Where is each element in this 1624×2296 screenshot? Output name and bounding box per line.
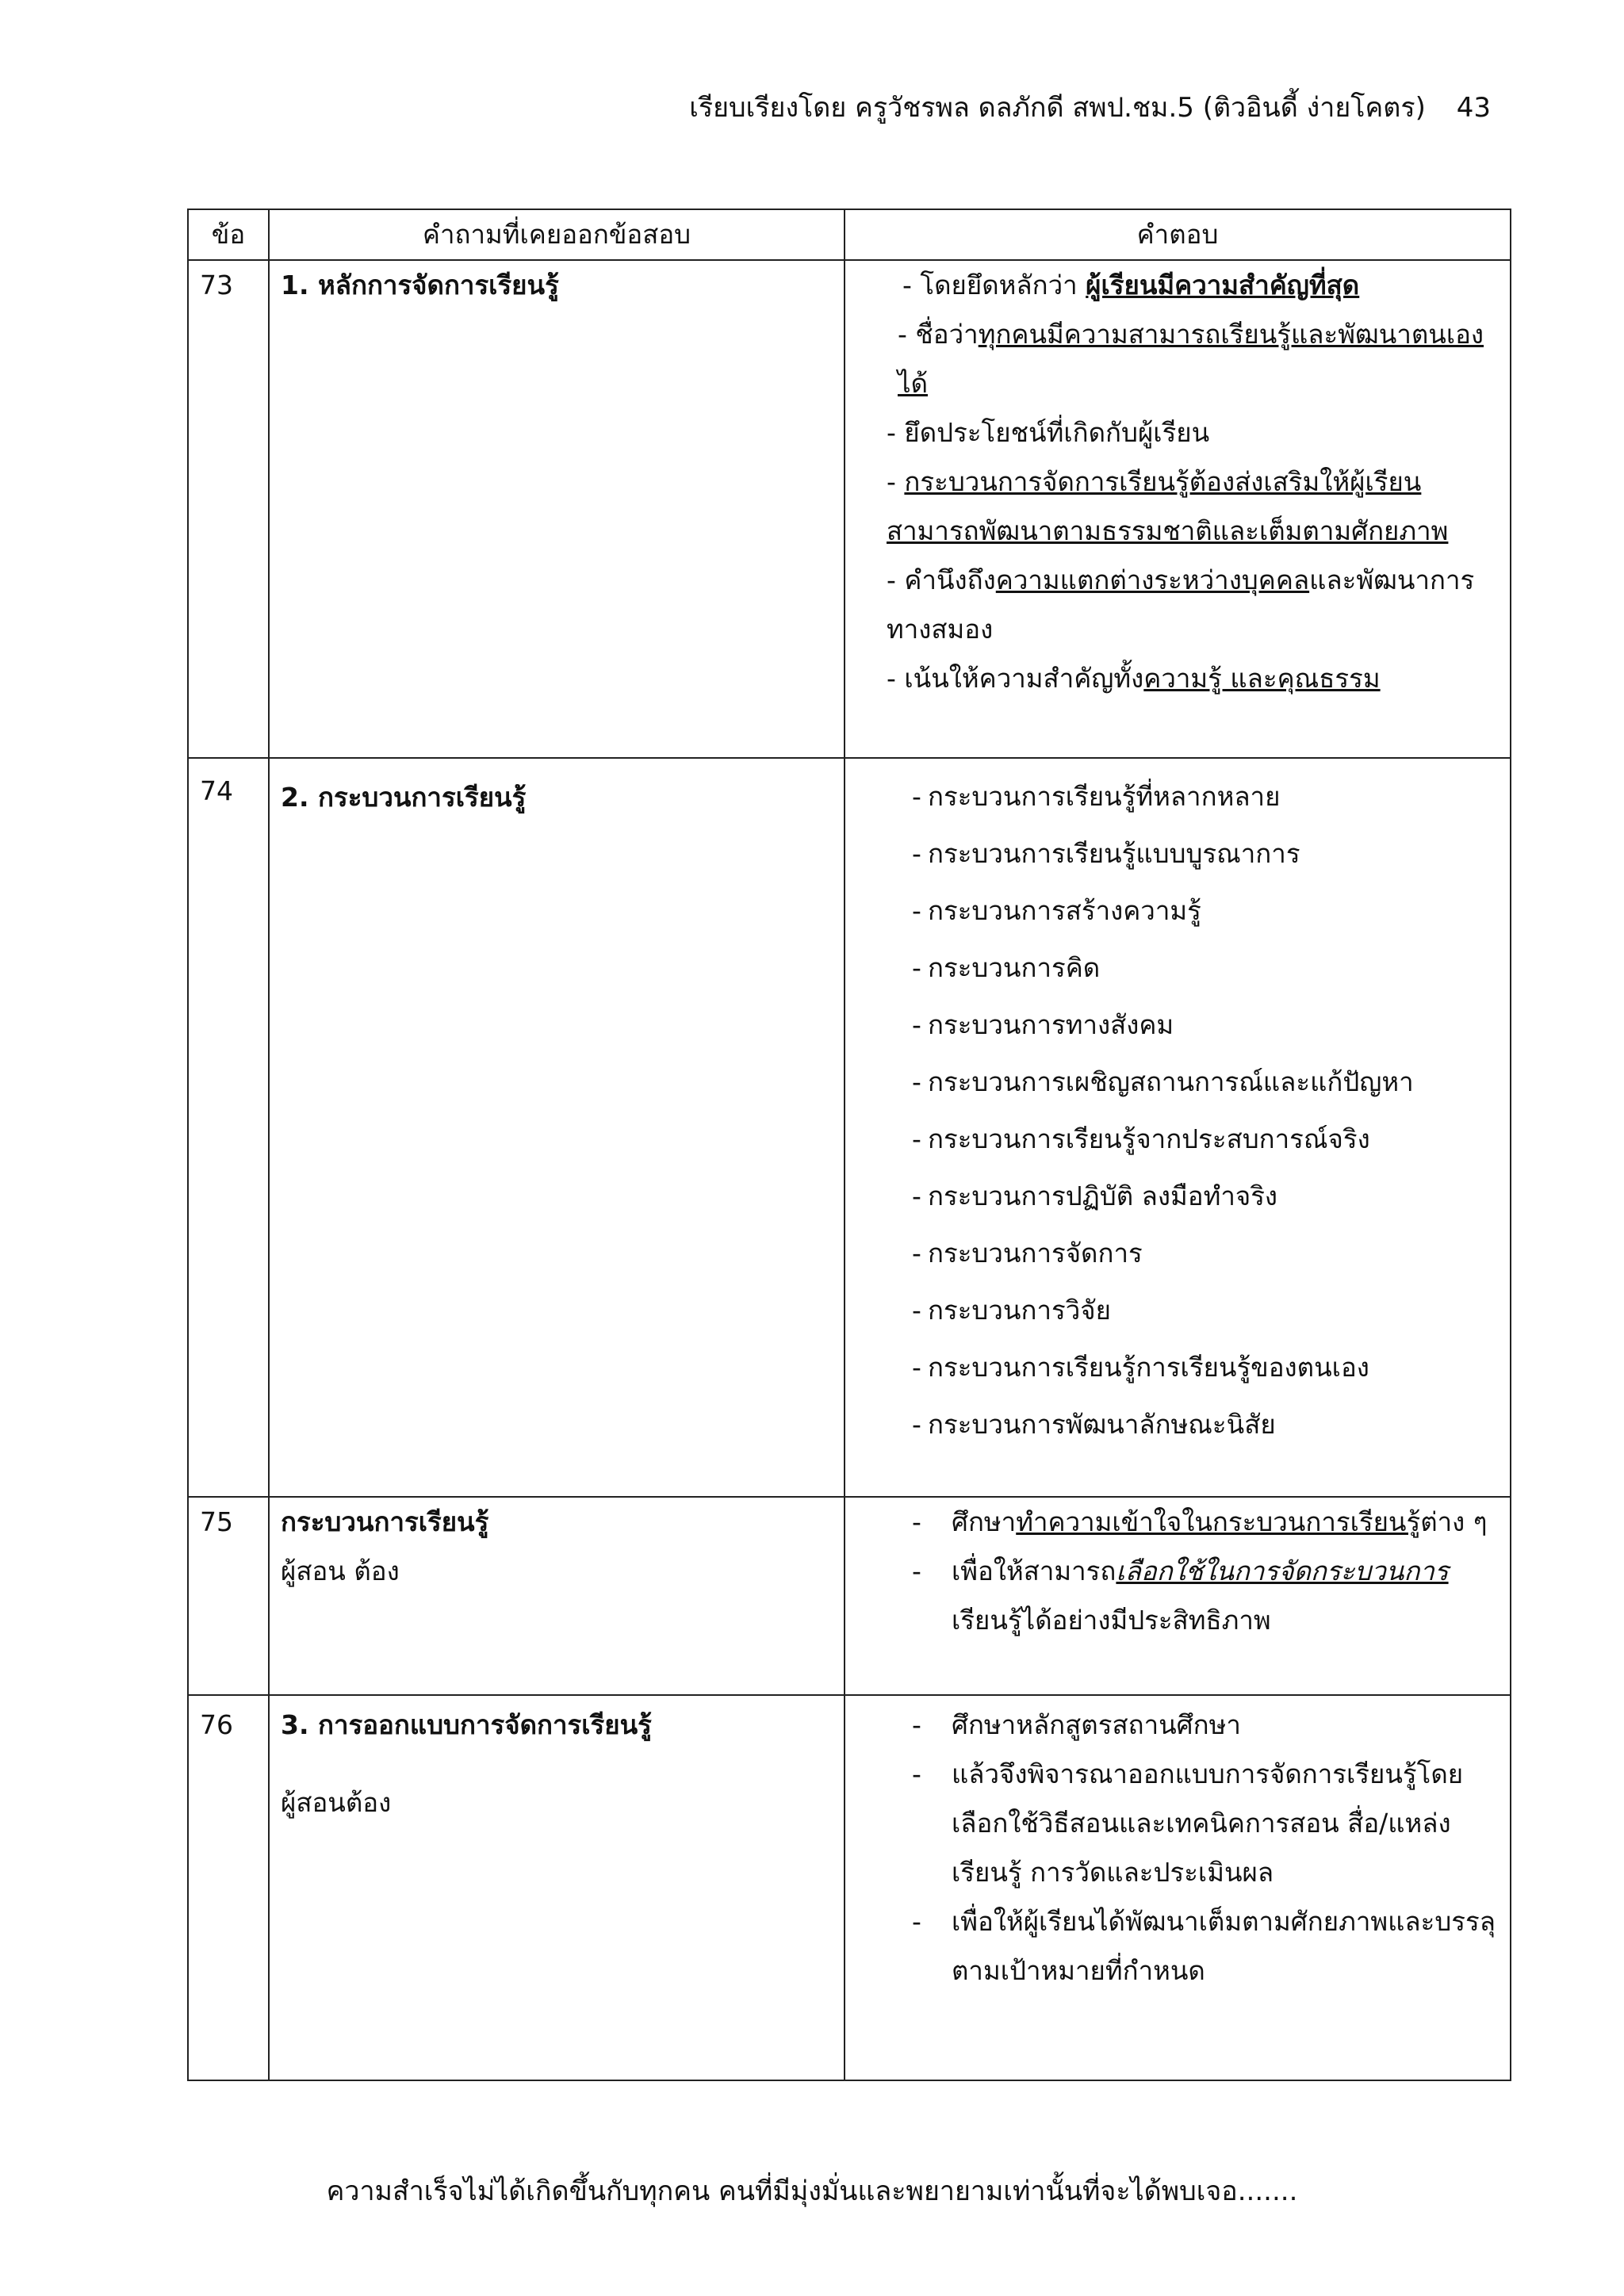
question-text: 2. กระบวนการเรียนรู้ [281,782,527,813]
table-header-row [188,209,1511,260]
list-item: - กระบวนการคิด [856,939,1499,997]
answer-cell [845,1497,1511,1695]
answer-line: - ชื่อว่าทุกคนมีความสามารถเรียนรู้และพัฒนาตนเองได้ [898,319,1484,399]
answer-list [856,1701,1499,1996]
row-number: 73 [188,260,269,758]
qa-table [187,209,1511,2081]
list-item: - กระบวนการปฏิบัติ ลงมือทำจริง [856,1168,1499,1225]
list-item: - กระบวนการเรียนรู้การเรียนรู้ของตนเอง [856,1339,1499,1396]
question-text: กระบวนการเรียนรู้ [281,1506,489,1537]
row-number: 74 [188,758,269,1497]
answer-cell [845,260,1511,758]
question-cell [269,758,845,1497]
answer-cell [845,758,1511,1497]
answer-line: - ยึดประโยชน์ที่เกิดกับผู้เรียน [887,417,1210,448]
list-item: - ศึกษาทำความเข้าใจในกระบวนการเรียนรู้ต่าง ๆ [856,1498,1499,1547]
answer-line: - โดยยึดหลักว่า ผู้เรียนมีความสำคัญที่สุด [902,270,1360,300]
list-item: - กระบวนการวิจัย [856,1282,1499,1339]
table-row [188,758,1511,1497]
question-cell [269,260,845,758]
table-row [188,260,1511,758]
list-item: - กระบวนการเรียนรู้แบบบูรณาการ [856,825,1499,882]
list-item: - กระบวนการเผชิญสถานการณ์และแก้ปัญหา [856,1054,1499,1111]
list-item: - เพื่อให้ผู้เรียนได้พัฒนาเต็มตามศักยภาพและบรรลุตามเป้าหมายที่กำหนด [856,1897,1499,1996]
list-item: - กระบวนการเรียนรู้จากประสบการณ์จริง [856,1111,1499,1168]
answer-line: - กระบวนการจัดการเรียนรู้ต้องส่งเสริมให้ผู้เรียนสามารถพัฒนาตามธรรมชาติและเต็มตามศักยภาพ [887,466,1449,546]
list-item: - กระบวนการสร้างความรู้ [856,882,1499,939]
column-header-number: ข้อ [188,209,269,260]
list-item: - เพื่อให้สามารถเลือกใช้ในการจัดกระบวนการเรียนรู้ได้อย่างมีประสิทธิภาพ [856,1547,1499,1645]
list-item: - กระบวนการเรียนรู้ที่หลากหลาย [856,768,1499,825]
answer-list [856,1498,1499,1645]
list-item: - แล้วจึงพิจารณาออกแบบการจัดการเรียนรู้โดยเลือกใช้วิธีสอนและเทคนิคการสอน สื่อ/แหล่งเรียนรู้ การวัดและประเมินผล [856,1750,1499,1897]
footer-quote: ความสำเร็จไม่ได้เกิดขึ้นกับทุกคน คนที่มีมุ่งมั่นและพยายามเท่านั้นที่จะได้พบเจอ....... [326,2175,1298,2207]
question-cell [269,1695,845,2080]
page-header [555,86,1491,128]
question-subtext: ผู้สอนต้อง [281,1787,392,1818]
table-row [188,1497,1511,1695]
list-item: - กระบวนการจัดการ [856,1225,1499,1282]
table-row [188,1695,1511,2080]
answer-cell [845,1695,1511,2080]
answer-emphasis: ผู้เรียนมีความสำคัญที่สุด [1086,270,1360,300]
column-header-answer: คำตอบ [845,209,1511,260]
list-item: - กระบวนการพัฒนาลักษณะนิสัย [856,1396,1499,1453]
list-item: - ศึกษาหลักสูตรสถานศึกษา [856,1701,1499,1750]
answer-list [856,768,1499,1453]
column-header-question: คำถามที่เคยออกข้อสอบ [269,209,845,260]
question-cell [269,1497,845,1695]
answer-line: - เน้นให้ความสำคัญทั้งความรู้ และคุณธรรม [887,663,1381,694]
list-item: - กระบวนการทางสังคม [856,997,1499,1054]
question-text: 1. หลักการจัดการเรียนรู้ [281,270,559,300]
row-number: 76 [188,1695,269,2080]
header-title: เรียบเรียงโดย ครูวัชรพล ดลภักดี สพป.ชม.5 (ติวอินดี้ ง่ายโคตร) [689,92,1426,124]
page-number: 43 [1456,92,1491,124]
row-number: 75 [188,1497,269,1695]
question-subtext: ผู้สอน ต้อง [281,1556,400,1586]
question-text: 3. การออกแบบการจัดการเรียนรู้ [281,1709,652,1740]
answer-line: - คำนึงถึงความแตกต่างระหว่างบุคคลและพัฒนาการทางสมอง [887,564,1475,645]
